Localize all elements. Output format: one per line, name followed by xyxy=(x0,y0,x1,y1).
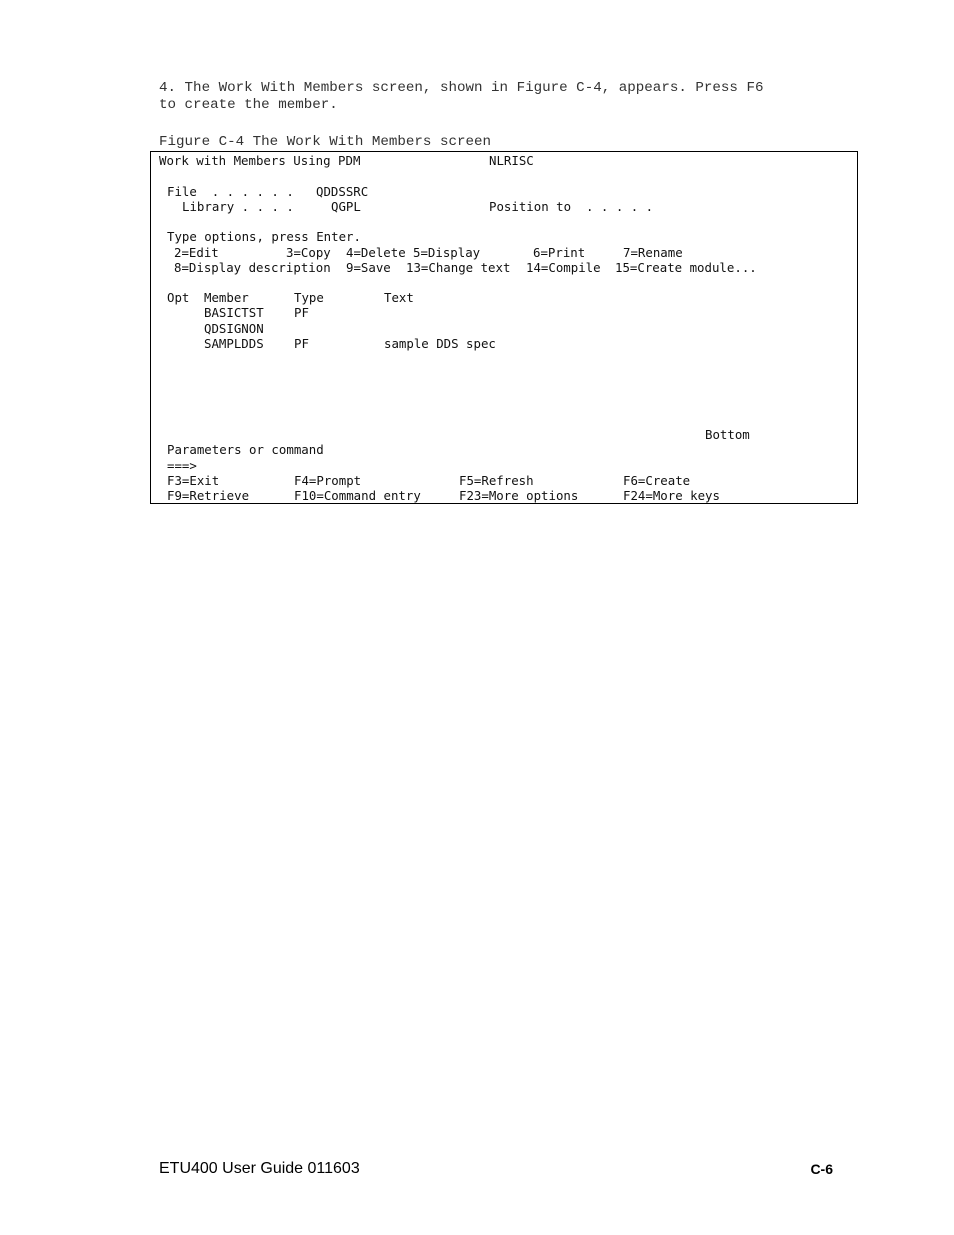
option-display-description: 8=Display description xyxy=(174,260,331,275)
library-value[interactable]: QGPL xyxy=(331,199,361,214)
fkey-command-entry[interactable]: F10=Command entry xyxy=(294,488,421,503)
member-name[interactable]: BASICTST xyxy=(204,305,264,320)
member-text: sample DDS spec xyxy=(384,336,496,351)
column-header-type: Type xyxy=(294,290,324,305)
file-value[interactable]: QDDSSRC xyxy=(316,184,369,199)
fkey-more-keys[interactable]: F24=More keys xyxy=(623,488,720,503)
option-rename: 7=Rename xyxy=(623,245,683,260)
step-4-instruction xyxy=(159,80,859,114)
option-compile: 14=Compile xyxy=(526,260,601,275)
fkey-exit[interactable]: F3=Exit xyxy=(167,473,220,488)
figure-caption: Figure C-4 The Work With Members screen xyxy=(159,134,492,150)
library-label: Library . . . . xyxy=(182,199,294,214)
fkey-retrieve[interactable]: F9=Retrieve xyxy=(167,488,250,503)
fkey-prompt[interactable]: F4=Prompt xyxy=(294,473,362,488)
option-save: 9=Save xyxy=(346,260,391,275)
fkey-more-options[interactable]: F23=More options xyxy=(459,488,579,503)
option-create-module: 15=Create module... xyxy=(615,260,757,275)
instruction-line-1: 4. The Work With Members screen, shown in Figure C-4, appears. Press F6 xyxy=(159,80,764,96)
position-to-label: Position to . . . . . xyxy=(489,199,654,214)
footer-page-number: C-6 xyxy=(810,1161,833,1177)
option-change-text: 13=Change text xyxy=(406,260,511,275)
file-label: File . . . . . . xyxy=(167,184,294,199)
parameters-label: Parameters or command xyxy=(167,442,324,457)
column-header-opt: Opt xyxy=(167,290,190,305)
option-delete: 4=Delete xyxy=(346,245,406,260)
option-print: 6=Print xyxy=(533,245,586,260)
member-type: PF xyxy=(294,305,309,320)
system-name: NLRISC xyxy=(489,153,534,168)
option-copy: 3=Copy xyxy=(286,245,331,260)
terminal-screen xyxy=(150,151,858,504)
footer-document-title: ETU400 User Guide 011603 xyxy=(159,1160,360,1177)
member-name[interactable]: SAMPLDDS xyxy=(204,336,264,351)
type-options-instruction: Type options, press Enter. xyxy=(167,229,361,244)
option-display: 5=Display xyxy=(413,245,481,260)
member-type: PF xyxy=(294,336,309,351)
column-header-member: Member xyxy=(204,290,249,305)
screen-title: Work with Members Using PDM xyxy=(159,153,361,168)
column-header-text: Text xyxy=(384,290,414,305)
option-edit: 2=Edit xyxy=(174,245,219,260)
member-name[interactable]: QDSIGNON xyxy=(204,321,264,336)
fkey-refresh[interactable]: F5=Refresh xyxy=(459,473,534,488)
bottom-indicator: Bottom xyxy=(705,427,750,442)
fkey-create[interactable]: F6=Create xyxy=(623,473,691,488)
instruction-line-2: to create the member. xyxy=(159,97,338,113)
command-prompt[interactable]: ===> xyxy=(167,458,197,473)
